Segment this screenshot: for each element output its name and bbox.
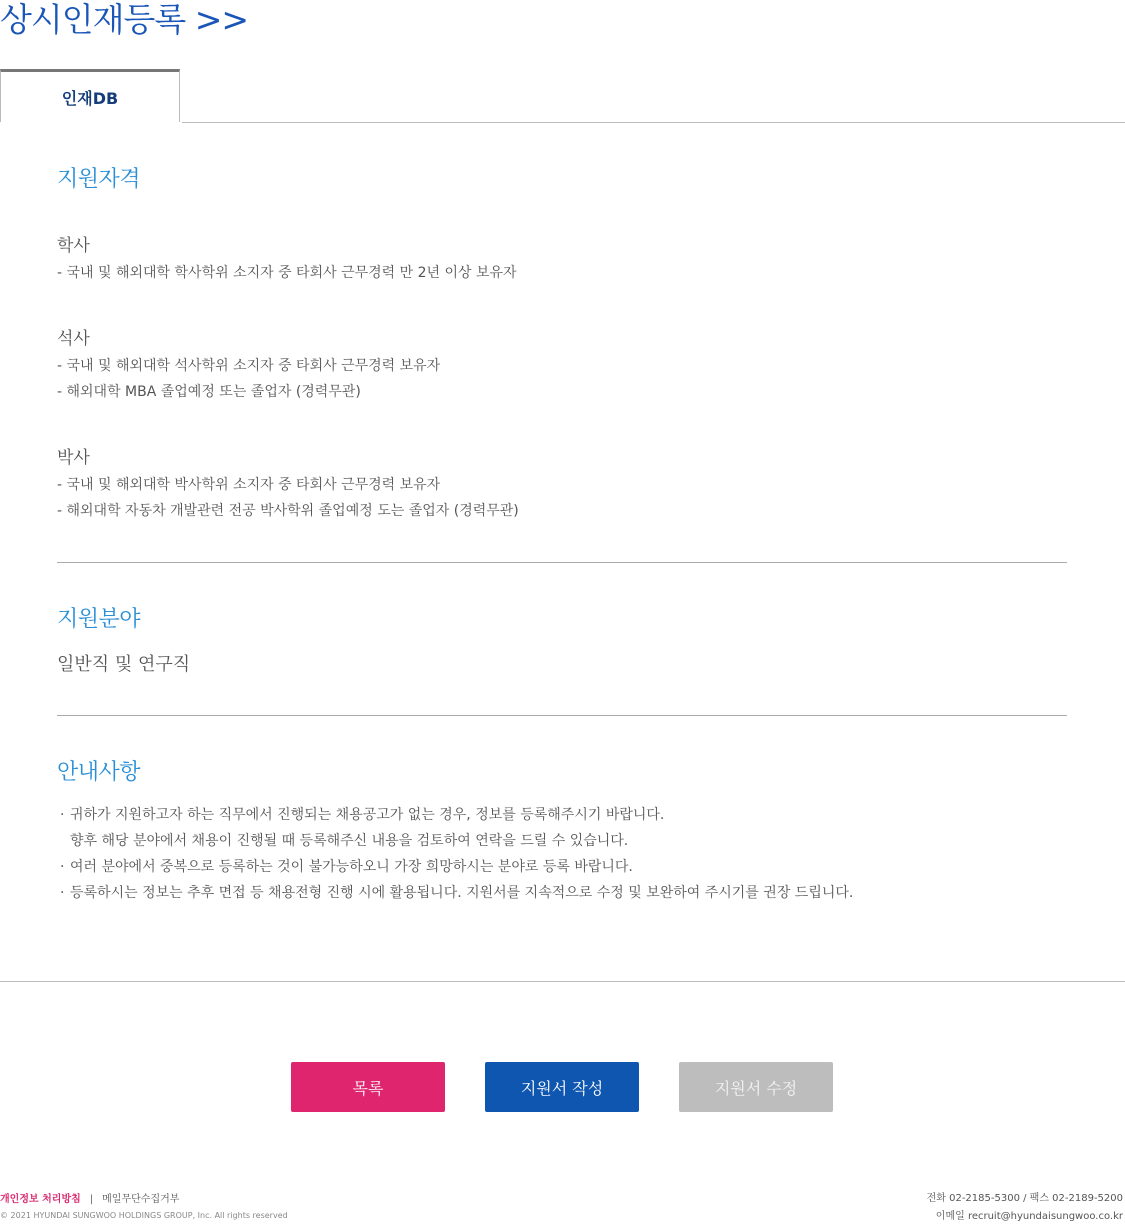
footer-contact (927, 1190, 1123, 1226)
copyright: © 2021 HYUNDAI SUNGWOO HOLDINGS GROUP, Inc. All rights reserved (0, 1211, 288, 1220)
list-item: 향후 해당 분야에서 채용이 진행될 때 등록해주신 내용을 검토하여 연락을 드릴 수 있습니다. (70, 833, 629, 849)
footer-separator: | (89, 1194, 94, 1205)
tab-talent-db[interactable] (0, 69, 180, 122)
group-title-bachelor: 학사 (57, 236, 90, 256)
bullet: · (60, 885, 65, 901)
phone-fax: 전화 02-2185-5300 / 팩스 02-2189-5200 (926, 1193, 1123, 1204)
list-button[interactable]: 목록 (291, 1062, 445, 1112)
section-title-qualification: 지원자격 (57, 167, 141, 192)
section-divider (57, 715, 1067, 716)
tab-label: 인재DB (61, 88, 119, 108)
bullet: · (60, 859, 65, 875)
section-title-notice: 안내사항 (57, 760, 141, 785)
group-line: - 해외대학 MBA 졸업예정 또는 졸업자 (경력무관) (57, 384, 361, 400)
group-line: - 국내 및 해외대학 학사학위 소지자 중 타회사 근무경력 만 2년 이상 보유자 (57, 265, 517, 281)
group-line: - 국내 및 해외대학 박사학위 소지자 중 타회사 근무경력 보유자 (57, 477, 441, 493)
edit-application-button[interactable]: 지원서 수정 (679, 1062, 833, 1112)
contact-email: 이메일 recruit@hyundaisungwoo.co.kr (935, 1211, 1123, 1222)
notice-list (60, 802, 853, 906)
write-application-button[interactable]: 지원서 작성 (485, 1062, 639, 1112)
list-item: · 귀하가 지원하고자 하는 직무에서 진행되는 채용공고가 없는 경우, 정보를 등록해주시기 바랍니다. (60, 802, 853, 828)
content-bottom-divider (0, 981, 1125, 982)
email-refuse-link[interactable]: 메일무단수집거부 (102, 1194, 180, 1205)
group-title-master: 석사 (57, 329, 90, 349)
privacy-policy-link[interactable]: 개인정보 처리방침 (0, 1194, 81, 1205)
list-item: · 여러 분야에서 중복으로 등록하는 것이 불가능하오니 가장 희망하시는 분야로 등록 바랍니다. (60, 854, 853, 880)
page-title: 상시인재등록 >> (0, 0, 249, 39)
bullet: · (60, 807, 65, 823)
list-item: · 등록하시는 정보는 추후 면접 등 채용전형 진행 시에 활용됩니다. 지원서를 지속적으로 수정 및 보완하여 주시기를 권장 드립니다. (60, 880, 853, 906)
group-line: - 해외대학 자동차 개발관련 전공 박사학위 졸업예정 도는 졸업자 (경력무관) (57, 503, 519, 519)
group-line: - 국내 및 해외대학 석사학위 소지자 중 타회사 근무경력 보유자 (57, 358, 441, 374)
group-title-doctor: 박사 (57, 448, 90, 468)
section-divider (57, 562, 1067, 563)
tab-divider (182, 122, 1125, 123)
field-value: 일반직 및 연구직 (57, 654, 191, 675)
section-title-field: 지원분야 (57, 607, 141, 632)
footer-links (0, 1190, 179, 1205)
